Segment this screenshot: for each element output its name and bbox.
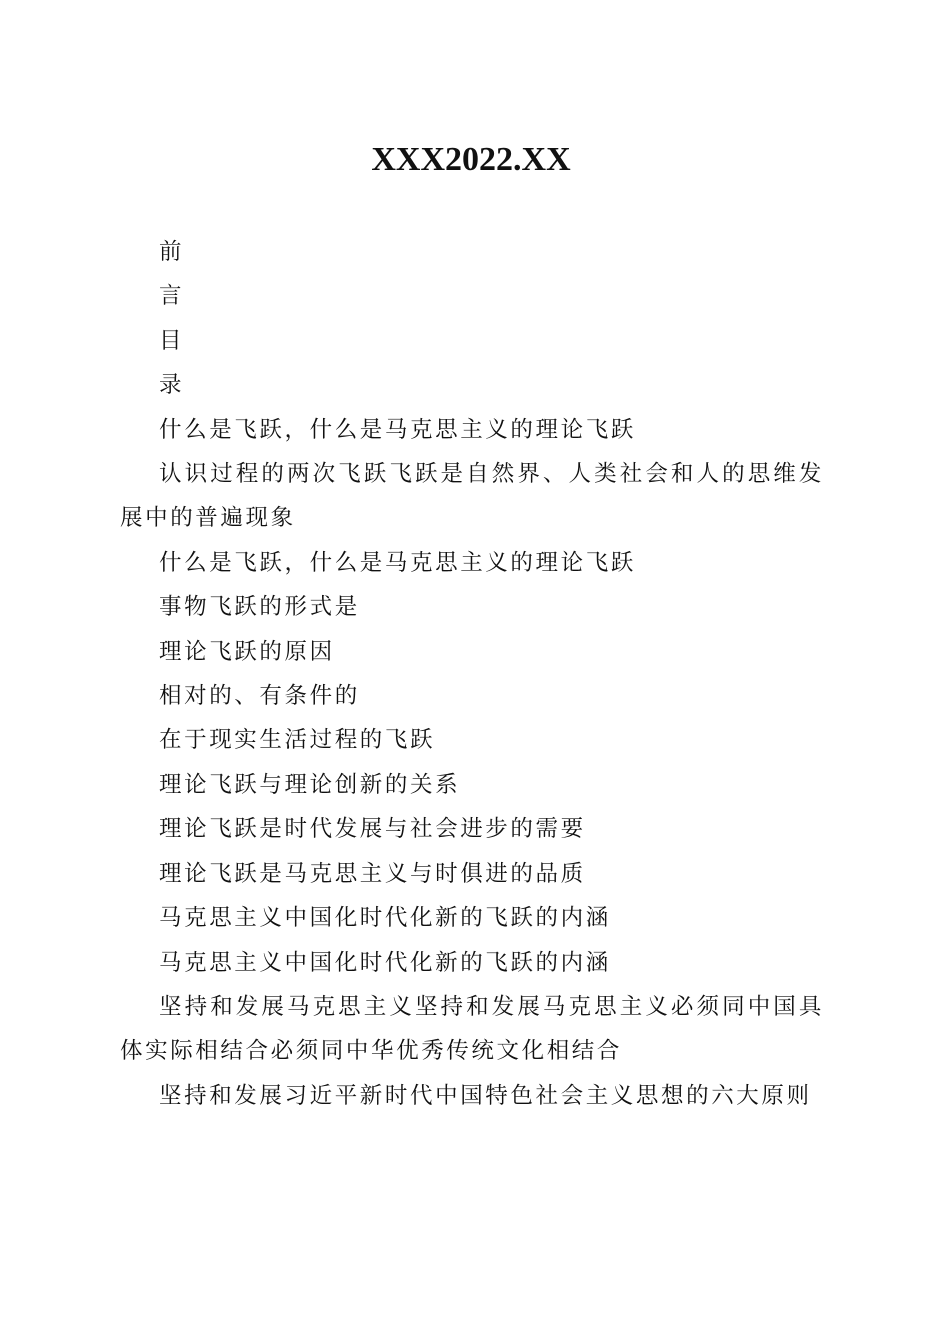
paragraph: 坚持和发展习近平新时代中国特色社会主义思想的六大原则 bbox=[159, 1082, 812, 1109]
paragraph: 理论飞跃与理论创新的关系 bbox=[159, 771, 461, 798]
paragraph: 理论飞跃是马克思主义与时俱进的品质 bbox=[159, 860, 586, 887]
document-body bbox=[120, 230, 824, 1118]
paragraph-preface-1: 前 bbox=[159, 239, 185, 265]
paragraph: 坚持和发展马克思主义坚持和发展马克思主义必须同中国具体实际相结合必须同中华优秀传统文化相结合 bbox=[120, 993, 824, 1065]
paragraph: 马克思主义中国化时代化新的飞跃的内涵 bbox=[159, 905, 611, 932]
document-title: XXX2022.XX bbox=[371, 141, 571, 178]
paragraph: 相对的、有条件的 bbox=[159, 683, 360, 710]
paragraph-contents-1: 目 bbox=[159, 327, 185, 354]
paragraph: 马克思主义中国化时代化新的飞跃的内涵 bbox=[159, 949, 611, 976]
paragraph: 什么是飞跃，什么是马克思主义的理论飞跃 bbox=[159, 416, 636, 443]
paragraph: 认识过程的两次飞跃飞跃是自然界、人类社会和人的思维发展中的普遍现象 bbox=[120, 461, 824, 532]
paragraph: 理论飞跃是时代发展与社会进步的需要 bbox=[159, 816, 586, 843]
paragraph-contents-2: 录 bbox=[159, 372, 185, 399]
paragraph: 在于现实生活过程的飞跃 bbox=[159, 727, 436, 754]
paragraph-preface-2: 言 bbox=[159, 283, 185, 310]
paragraph: 理论飞跃的原因 bbox=[159, 638, 335, 665]
paragraph: 什么是飞跃，什么是马克思主义的理论飞跃 bbox=[159, 549, 636, 576]
paragraph: 事物飞跃的形式是 bbox=[159, 594, 360, 621]
